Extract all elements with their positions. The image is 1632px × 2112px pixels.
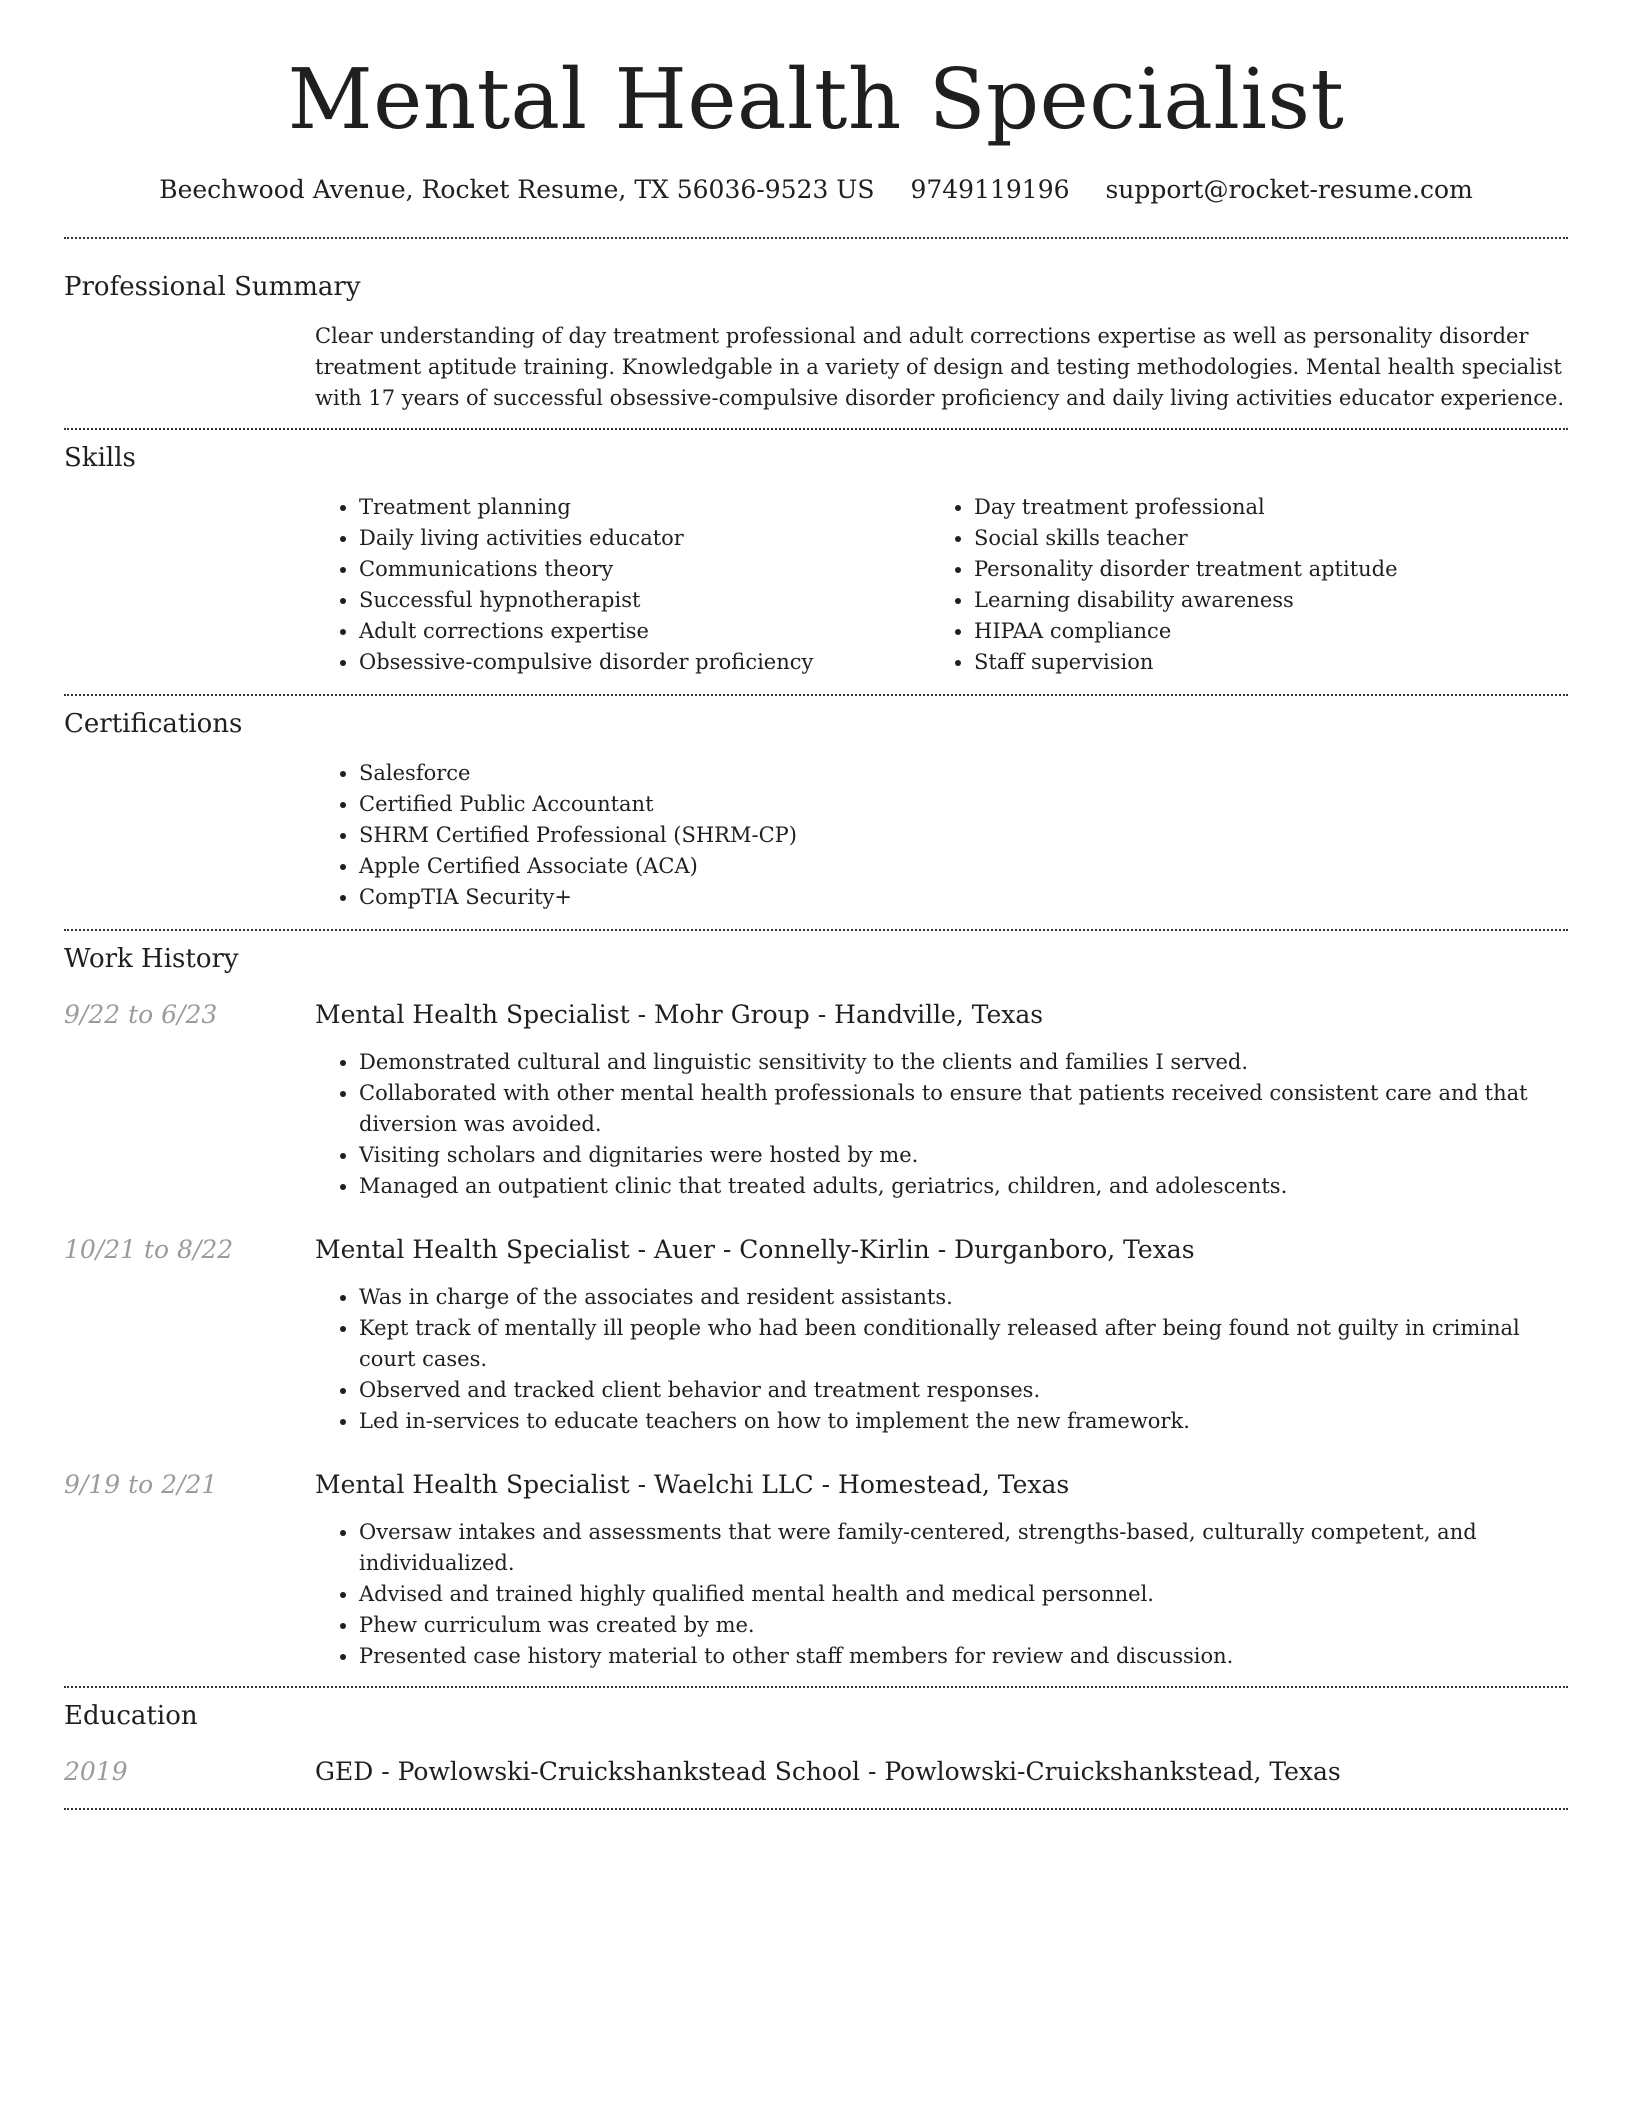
job-bullet: • Collaborated with other mental health professionals to ensure that patients received consistent care and that diversion was avoided. bbox=[359, 1078, 1568, 1140]
job-title: Mental Health Specialist bbox=[315, 1470, 630, 1499]
job-date: 10/21 to 8/22 bbox=[64, 1235, 234, 1264]
job-company: Mohr Group bbox=[654, 1000, 810, 1029]
contact-address: Beechwood Avenue, Rocket Resume, TX 56036-9523 US bbox=[159, 175, 875, 204]
education-entry bbox=[64, 1756, 1568, 1788]
job-bullet: • Was in charge of the associates and resident assistants. bbox=[359, 1282, 1568, 1313]
job-company: Auer - Connelly-Kirlin bbox=[654, 1235, 930, 1264]
skill-item: • Day treatment professional bbox=[974, 492, 1545, 523]
job-details bbox=[315, 999, 1568, 1202]
education-section bbox=[64, 1688, 1568, 1808]
skill-item: • Learning disability awareness bbox=[974, 585, 1545, 616]
skills-content bbox=[315, 492, 1568, 678]
skill-item: • Treatment planning bbox=[359, 492, 930, 523]
job-bullet: • Advised and trained highly qualified mental health and medical personnel. bbox=[359, 1579, 1568, 1610]
job-bullet: • Led in-services to educate teachers on how to implement the new framework. bbox=[359, 1406, 1568, 1437]
skill-item: • Personality disorder treatment aptitude bbox=[974, 554, 1545, 585]
summary-section bbox=[64, 239, 1568, 428]
job-bullet: • Observed and tracked client behavior and treatment responses. bbox=[359, 1375, 1568, 1406]
skill-item: • HIPAA compliance bbox=[974, 616, 1545, 647]
certifications-heading: Certifications bbox=[64, 709, 243, 739]
work-history-section bbox=[64, 931, 1568, 1686]
skill-item: • Obsessive-compulsive disorder proficiency bbox=[359, 647, 930, 678]
skill-item: • Social skills teacher bbox=[974, 523, 1545, 554]
skill-item: • Adult corrections expertise bbox=[359, 616, 930, 647]
certification-item: • Certified Public Accountant bbox=[359, 789, 1568, 820]
job-bullet: • Phew curriculum was created by me. bbox=[359, 1610, 1568, 1641]
education-school: Powlowski-Cruickshankstead School bbox=[397, 1757, 861, 1786]
resume-header bbox=[64, 0, 1568, 206]
job-bullet: • Managed an outpatient clinic that treated adults, geriatrics, children, and adolescents. bbox=[359, 1171, 1568, 1202]
job-date: 9/22 to 6/23 bbox=[64, 1000, 218, 1029]
divider bbox=[64, 1808, 1568, 1810]
education-heading: Education bbox=[64, 1701, 198, 1731]
summary-heading: Professional Summary bbox=[64, 272, 361, 302]
job-bullets bbox=[315, 1282, 1568, 1437]
job-bullets bbox=[315, 1517, 1568, 1672]
job-bullet: • Demonstrated cultural and linguistic sensitivity to the clients and families I served. bbox=[359, 1047, 1568, 1078]
job-bullet: • Oversaw intakes and assessments that were family-centered, strengths-based, culturally competent, and individualized. bbox=[359, 1517, 1568, 1579]
skill-item: • Successful hypnotherapist bbox=[359, 585, 930, 616]
certification-item: • SHRM Certified Professional (SHRM-CP) bbox=[359, 820, 1568, 851]
skill-item: • Staff supervision bbox=[974, 647, 1545, 678]
certification-item: • CompTIA Security+ bbox=[359, 882, 1568, 913]
contact-line bbox=[64, 174, 1568, 206]
certifications-section bbox=[64, 696, 1568, 929]
skills-column-left bbox=[315, 492, 930, 678]
education-heading-line: GED - Powlowski-Cruickshankstead School - Powlowski-Cruickshankstead, Texas bbox=[315, 1757, 1341, 1786]
contact-phone: 9749119196 bbox=[910, 175, 1070, 204]
skill-item: • Communications theory bbox=[359, 554, 930, 585]
job-location: Durganboro, Texas bbox=[954, 1235, 1195, 1264]
job-bullet: • Kept track of mentally ill people who had been conditionally released after being found not guilty in criminal court cases. bbox=[359, 1313, 1568, 1375]
job-location: Homestead, Texas bbox=[838, 1470, 1070, 1499]
job-entry bbox=[64, 999, 1568, 1202]
certification-item: • Salesforce bbox=[359, 758, 1568, 789]
education-degree: GED bbox=[315, 1757, 374, 1786]
job-bullets bbox=[315, 1047, 1568, 1202]
work-history-heading: Work History bbox=[64, 944, 239, 974]
job-location: Handville, Texas bbox=[834, 1000, 1044, 1029]
education-location: Powlowski-Cruickshankstead, Texas bbox=[884, 1757, 1341, 1786]
job-heading: Mental Health Specialist - Waelchi LLC - Homestead, Texas bbox=[315, 1470, 1070, 1499]
job-entry bbox=[64, 1234, 1568, 1437]
education-date: 2019 bbox=[64, 1757, 128, 1786]
job-bullet: • Visiting scholars and dignitaries were hosted by me. bbox=[359, 1140, 1568, 1171]
job-date: 9/19 to 2/21 bbox=[64, 1470, 218, 1499]
certifications-content bbox=[315, 758, 1568, 913]
job-title: Mental Health Specialist bbox=[315, 1235, 630, 1264]
job-bullet: • Presented case history material to other staff members for review and discussion. bbox=[359, 1641, 1568, 1672]
job-entry bbox=[64, 1469, 1568, 1672]
job-company: Waelchi LLC bbox=[654, 1470, 814, 1499]
education-details bbox=[315, 1756, 1568, 1788]
skills-column-right bbox=[930, 492, 1545, 678]
summary-content bbox=[315, 321, 1568, 414]
job-heading: Mental Health Specialist - Mohr Group - Handville, Texas bbox=[315, 1000, 1044, 1029]
skills-section bbox=[64, 430, 1568, 694]
skills-heading: Skills bbox=[64, 443, 136, 473]
contact-email: support@rocket-resume.com bbox=[1105, 175, 1473, 204]
job-heading: Mental Health Specialist - Auer - Connelly-Kirlin - Durganboro, Texas bbox=[315, 1235, 1195, 1264]
candidate-name: Mental Health Specialist bbox=[287, 51, 1345, 148]
summary-text: Clear understanding of day treatment professional and adult corrections expertise as well as personality disorder treatment aptitude training. Knowledgable in a variety of design and testing methodologies. Mental health specialist with 17 years of successful obsessive-compulsive disorder proficiency and daily living activities educator experience. bbox=[315, 324, 1565, 410]
job-title: Mental Health Specialist bbox=[315, 1000, 630, 1029]
certification-item: • Apple Certified Associate (ACA) bbox=[359, 851, 1568, 882]
job-details bbox=[315, 1234, 1568, 1437]
job-details bbox=[315, 1469, 1568, 1672]
skill-item: • Daily living activities educator bbox=[359, 523, 930, 554]
